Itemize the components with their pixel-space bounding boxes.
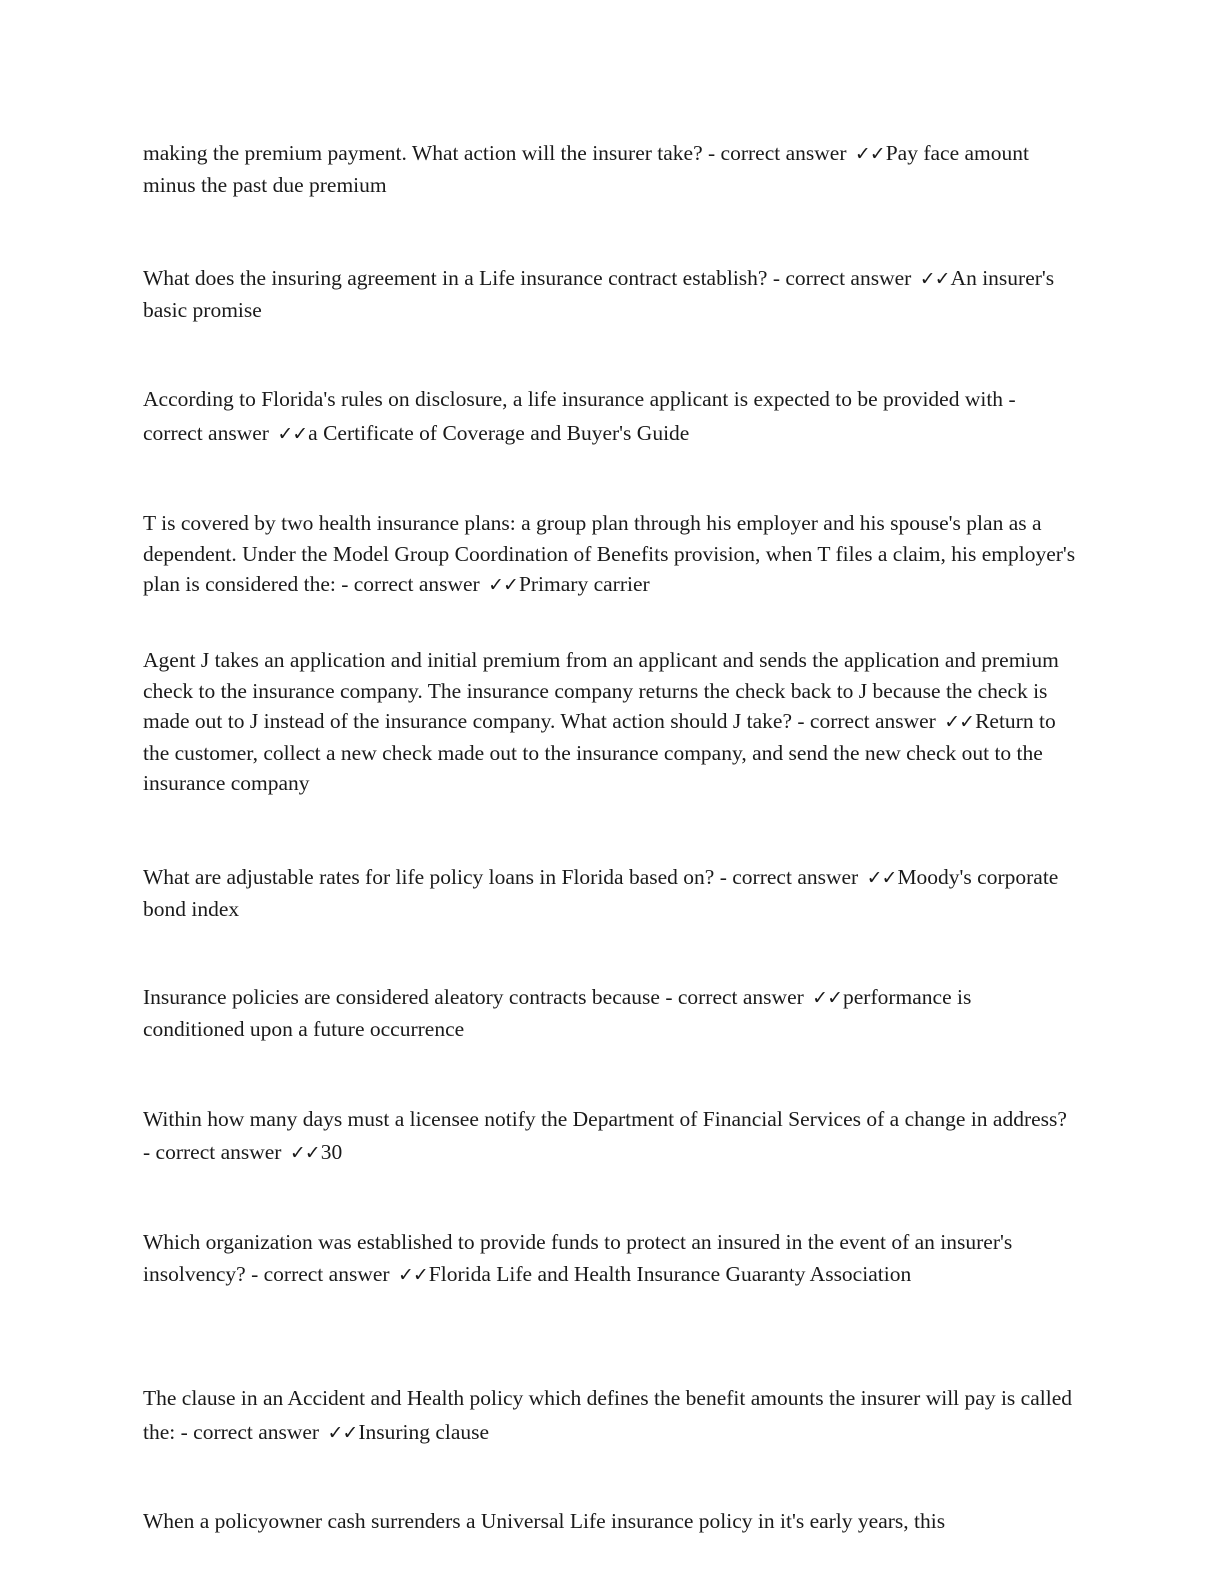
double-check-icon: ✓✓	[944, 711, 975, 733]
answer-separator: - correct answer	[143, 1140, 287, 1164]
qa-item	[143, 1381, 1078, 1450]
answer-text: Return to the customer, collect a new check made out to the insurance company, and send the new check out to the insurance company	[143, 709, 1056, 795]
qa-item	[143, 263, 1078, 325]
qa-item	[143, 982, 1078, 1044]
qa-item	[143, 382, 1078, 451]
qa-item	[143, 508, 1078, 601]
double-check-icon: ✓✓	[289, 1142, 320, 1164]
answer-text: An insurer's basic promise	[143, 266, 1055, 322]
answer-separator: - correct answer	[714, 865, 864, 889]
question-text: Insurance policies are considered aleatory contracts because	[143, 985, 660, 1009]
question-text: Which organization was established to provide funds to protect an insured in the event of an insurer's insolvency?	[143, 1230, 1013, 1286]
answer-separator: - correct answer	[335, 572, 486, 596]
answer-separator: - correct answer	[245, 1262, 395, 1286]
answer-separator: - correct answer	[767, 266, 917, 290]
question-text: making the premium payment. What action will the insurer take?	[143, 141, 703, 165]
answer-text: 30	[320, 1140, 343, 1164]
double-check-icon: ✓✓	[854, 143, 885, 165]
answer-text: Insuring clause	[358, 1420, 490, 1444]
answer-separator: - correct answer	[143, 387, 1016, 445]
qa-item	[143, 138, 1078, 200]
answer-text: Primary carrier	[518, 572, 650, 596]
double-check-icon: ✓✓	[327, 1422, 358, 1444]
double-check-icon: ✓✓	[866, 867, 897, 889]
double-check-icon: ✓✓	[919, 268, 950, 290]
qa-item	[143, 1226, 1078, 1291]
double-check-icon: ✓✓	[277, 423, 308, 445]
answer-text: Pay face amount minus the past due premium	[143, 141, 1029, 197]
answer-separator: - correct answer	[792, 709, 942, 733]
qa-item	[143, 1506, 1078, 1537]
qa-item	[143, 862, 1078, 924]
question-text: Agent J takes an application and initial premium from an applicant and sends the application and premium check to the insurance company. The insurance company returns the check back to J because the check is made out to J instead of the insurance company. What action should J take?	[143, 648, 1059, 733]
question-text: T is covered by two health insurance plans: a group plan through his employer and his spouse's plan as a dependent. Under the Model Group Coordination of Benefits provision, when T files a claim, his employer's plan is considered the:	[143, 511, 1076, 596]
answer-text: a Certificate of Coverage and Buyer's Guide	[308, 421, 690, 445]
question-text: Within how many days must a licensee notify the Department of Financial Services of a change in address?	[143, 1107, 1067, 1131]
question-text: What does the insuring agreement in a Life insurance contract establish?	[143, 266, 768, 290]
double-check-icon: ✓✓	[488, 574, 518, 596]
qa-item	[143, 645, 1078, 799]
question-text: What are adjustable rates for life policy loans in Florida based on?	[143, 865, 715, 889]
answer-separator: - correct answer	[175, 1420, 325, 1444]
answer-separator: - correct answer	[702, 141, 852, 165]
answer-text: Florida Life and Health Insurance Guaranty Association	[428, 1262, 912, 1286]
double-check-icon: ✓✓	[812, 987, 843, 1009]
question-text: According to Florida's rules on disclosure, a life insurance applicant is expected to be provided with	[143, 387, 1004, 411]
question-text: When a policyowner cash surrenders a Universal Life insurance policy in it's early years, this	[143, 1509, 946, 1533]
answer-separator: - correct answer	[659, 985, 810, 1009]
answer-text: Moody's corporate bond index	[143, 865, 1059, 921]
question-text: The clause in an Accident and Health policy which defines the benefit amounts the insurer will pay is called the:	[143, 1386, 1072, 1444]
double-check-icon: ✓✓	[397, 1264, 428, 1286]
answer-text: performance is conditioned upon a future occurrence	[143, 985, 972, 1041]
qa-item	[143, 1103, 1078, 1170]
